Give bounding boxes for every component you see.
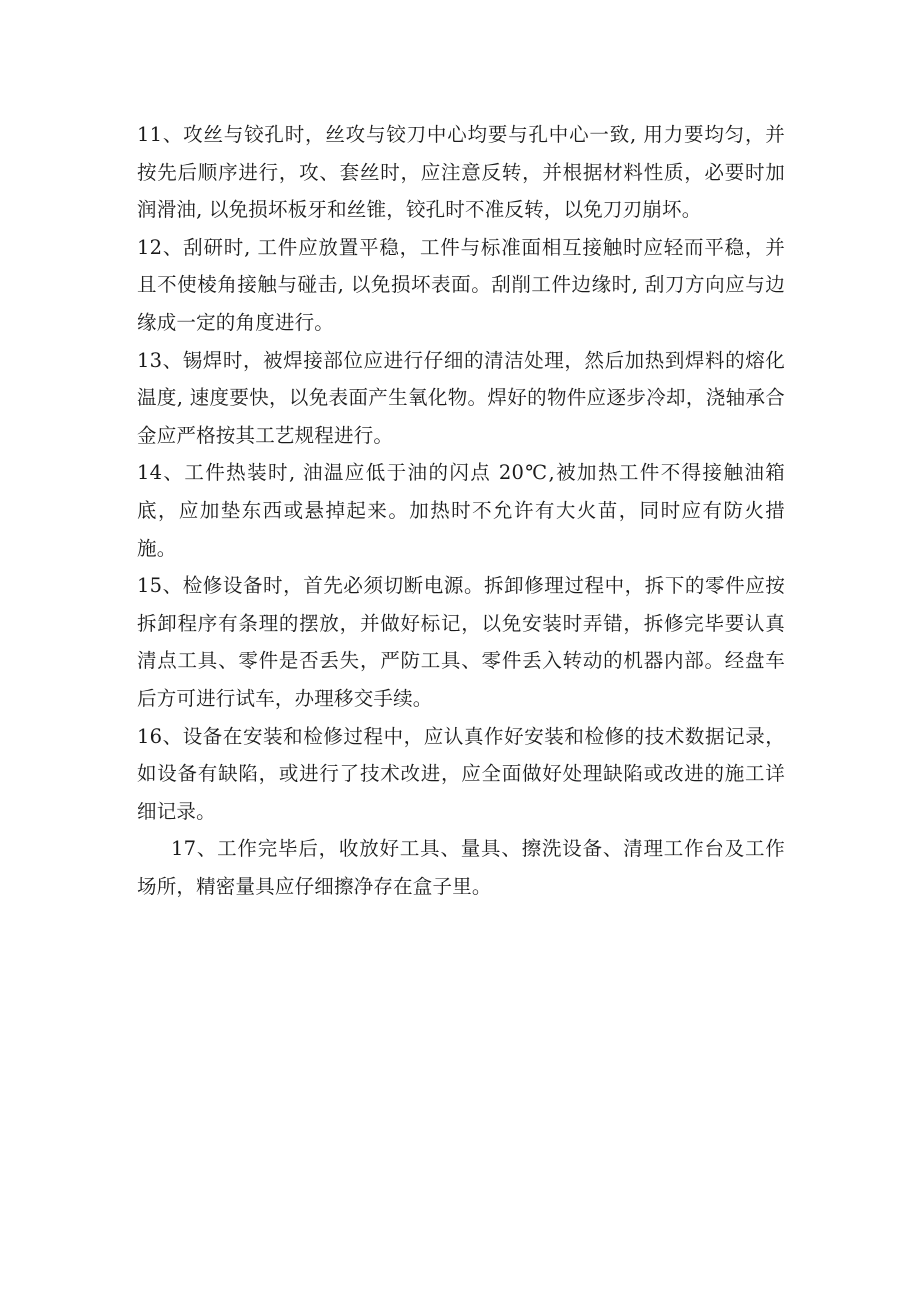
paragraph-item-16: 16、设备在安装和检修过程中，应认真作好安装和检修的技术数据记录，如设备有缺陷，或进行了技术改进，应全面做好处理缺陷或改进的施工详细记录。 xyxy=(137,724,785,823)
paragraph-item-17: 17、工作完毕后，收放好工具、量具、擦洗设备、清理工作台及工作场所，精密量具应仔细擦净存在盒子里。 xyxy=(137,837,785,898)
document-body xyxy=(137,116,785,905)
paragraph-item-15: 15、检修设备时，首先必须切断电源。拆卸修理过程中，拆下的零件应按拆卸程序有条理的摆放，并做好标记，以免安装时弄错，拆修完毕要认真清点工具、零件是否丢失，严防工具、零件丢入转动的机器内部。经盘车后方可进行试车，办理移交手续。 xyxy=(137,574,785,710)
paragraph-item-14: 14、工件热装时, 油温应低于油的闪点 20℃,被加热工件不得接触油箱底，应加垫东西或悬掉起来。加热时不允许有大火苗，同时应有防火措施。 xyxy=(137,461,785,560)
paragraph-item-13: 13、锡焊时，被焊接部位应进行仔细的清洁处理，然后加热到焊料的熔化温度, 速度要快，以免表面产生氧化物。焊好的物件应逐步冷却，浇轴承合金应严格按其工艺规程进行。 xyxy=(137,348,785,447)
paragraph-item-12: 12、刮研时, 工件应放置平稳，工件与标准面相互接触时应轻而平稳，并且不使棱角接触与碰击, 以免损坏表面。刮削工件边缘时, 刮刀方向应与边缘成一定的角度进行。 xyxy=(137,235,785,334)
paragraph-item-11: 11、攻丝与铰孔时，丝攻与铰刀中心均要与孔中心一致, 用力要均匀，并按先后顺序进行，攻、套丝时，应注意反转，并根据材料性质，必要时加润滑油, 以免损坏板牙和丝锥，铰孔时不准反转，以免刀刃崩坏。 xyxy=(137,123,785,222)
